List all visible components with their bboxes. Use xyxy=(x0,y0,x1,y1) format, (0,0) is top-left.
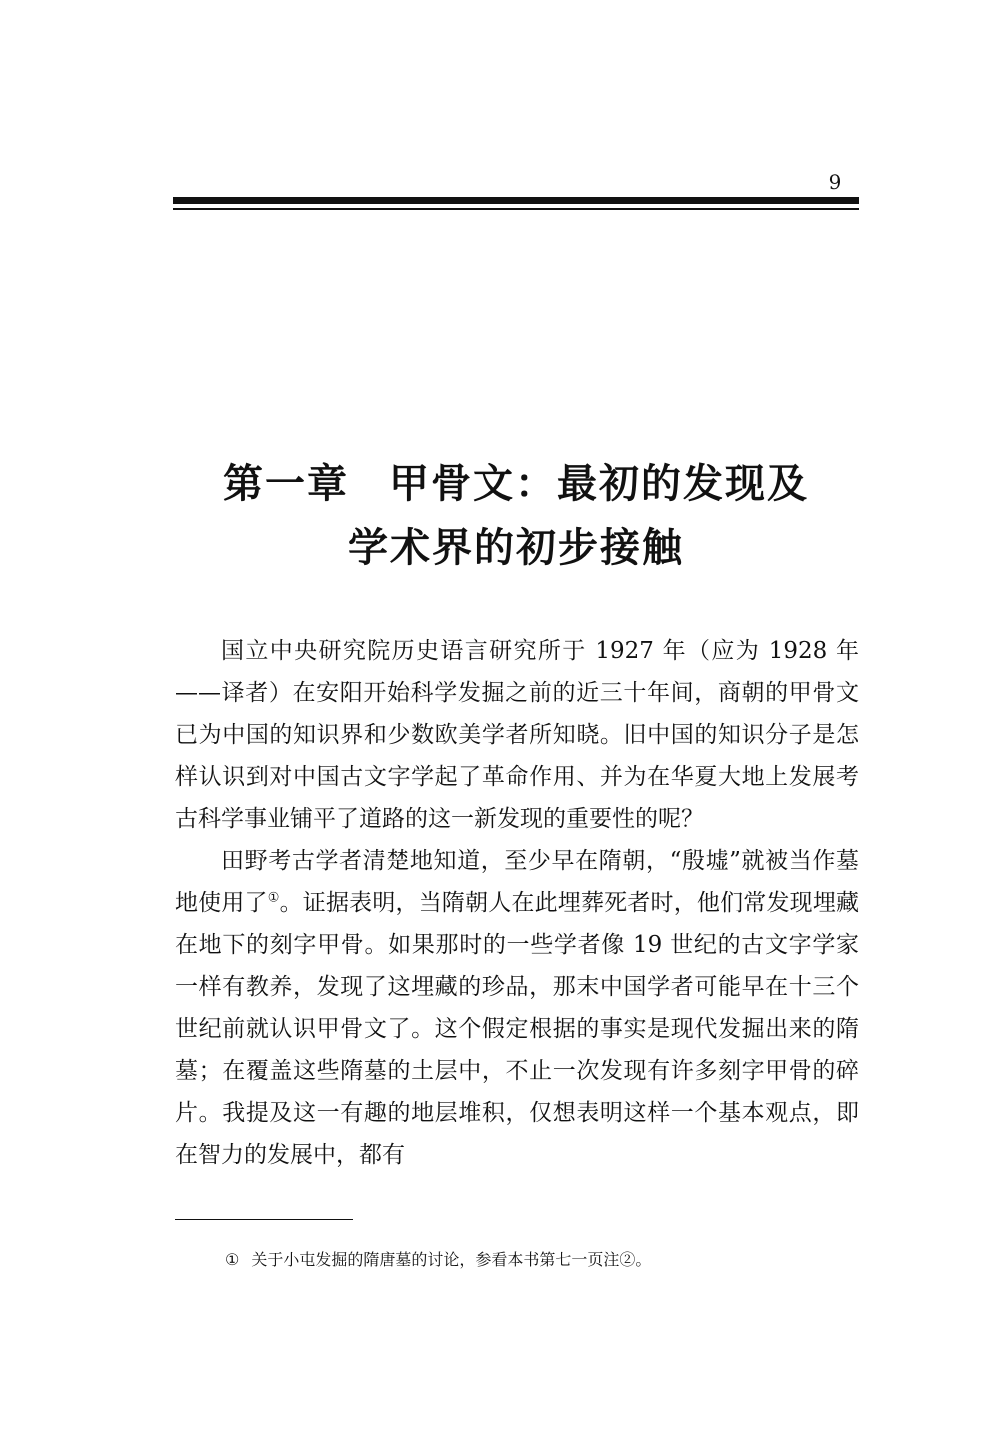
footnote xyxy=(225,1248,865,1272)
footnote-rule xyxy=(175,1219,353,1220)
chapter-title-text-1: 甲骨文：最初的发现及 xyxy=(389,460,809,507)
chapter-title-line-2: 学术界的初步接触 xyxy=(348,524,684,571)
chapter-label: 第一章 xyxy=(223,460,349,507)
body-text xyxy=(175,630,859,1176)
chapter-title xyxy=(173,452,859,580)
header-rule-thick xyxy=(173,197,859,204)
page-number: 9 xyxy=(828,170,842,194)
chapter-title-line-1 xyxy=(173,452,859,516)
footnote-text: 关于小屯发掘的隋唐墓的讨论，参看本书第七一页注②。 xyxy=(251,1250,652,1269)
footnote-marker: ① xyxy=(225,1250,240,1269)
header-rule-thin xyxy=(173,208,859,210)
footnote-reference[interactable]: ① xyxy=(267,890,280,906)
paragraph-2 xyxy=(175,840,859,1176)
paragraph-1: 国立中央研究院历史语言研究所于 1927 年（应为 1928 年——译者）在安阳开始科学发掘之前的近三十年间，商朝的甲骨文已为中国的知识界和少数欧美学者所知晓。旧中国的知识分子是怎样认识到对中国古文字学起了革命作用、并为在华夏大地上发展考古科学事业铺平了道路的这一新发现的重要性的呢？ xyxy=(175,638,859,832)
paragraph-2-text-a: 田野考古学者清楚地知道，至少早在隋朝，“殷墟”就被当作墓地使用了 xyxy=(175,848,859,916)
paragraph-2-text-b: 。证据表明，当隋朝人在此埋葬死者时，他们常发现埋藏在地下的刻字甲骨。如果那时的一些学者像 19 世纪的古文字学家一样有教养，发现了这埋藏的珍品，那末中国学者可能早在十三个世纪前就认识甲骨文了。这个假定根据的事实是现代发掘出来的隋墓；在覆盖这些隋墓的土层中，不止一次发现有许多刻字甲骨的碎片。我提及这一有趣的地层堆积，仅想表明这样一个基本观点，即在智力的发展中，都有 xyxy=(175,890,860,1168)
